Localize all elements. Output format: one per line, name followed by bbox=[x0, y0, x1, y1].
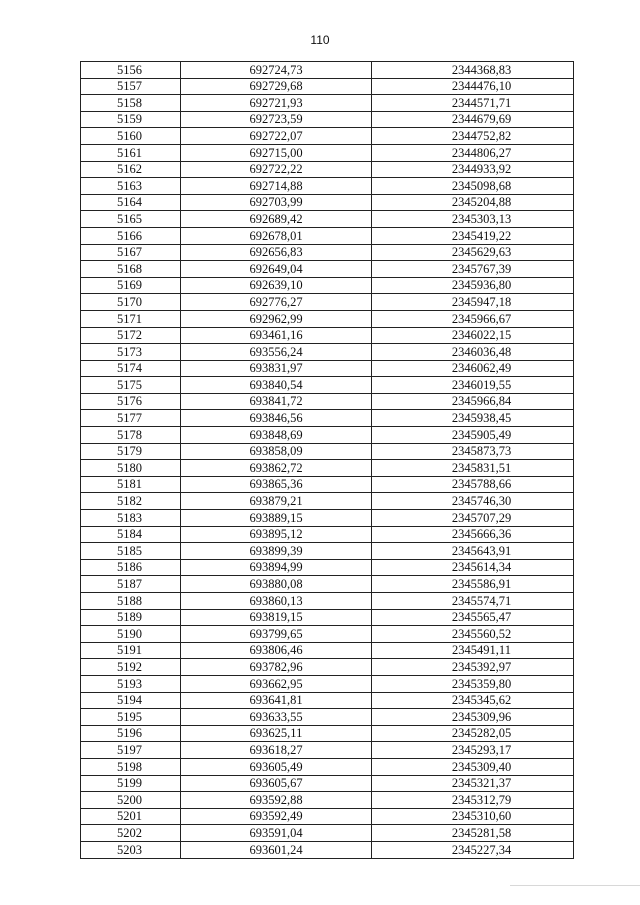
x-coordinate-cell: 693819,15 bbox=[181, 609, 372, 626]
point-number-cell: 5164 bbox=[81, 194, 181, 211]
x-coordinate-cell: 693865,36 bbox=[181, 476, 372, 493]
point-number-cell: 5196 bbox=[81, 725, 181, 742]
x-coordinate-cell: 693879,21 bbox=[181, 493, 372, 510]
x-coordinate-cell: 693799,65 bbox=[181, 626, 372, 643]
point-number-cell: 5185 bbox=[81, 543, 181, 560]
table-row bbox=[81, 742, 574, 759]
y-coordinate-cell: 2345303,13 bbox=[372, 211, 574, 228]
y-coordinate-cell: 2345565,47 bbox=[372, 609, 574, 626]
point-number-cell: 5192 bbox=[81, 659, 181, 676]
point-number-cell: 5169 bbox=[81, 277, 181, 294]
table-row bbox=[81, 161, 574, 178]
table-row bbox=[81, 841, 574, 858]
y-coordinate-cell: 2345310,60 bbox=[372, 808, 574, 825]
table-row bbox=[81, 725, 574, 742]
table-row bbox=[81, 78, 574, 95]
x-coordinate-cell: 692678,01 bbox=[181, 227, 372, 244]
point-number-cell: 5186 bbox=[81, 559, 181, 576]
table-row bbox=[81, 62, 574, 79]
y-coordinate-cell: 2345312,79 bbox=[372, 792, 574, 809]
table-row bbox=[81, 493, 574, 510]
point-number-cell: 5174 bbox=[81, 360, 181, 377]
table-row bbox=[81, 659, 574, 676]
y-coordinate-cell: 2344571,71 bbox=[372, 95, 574, 112]
y-coordinate-cell: 2345586,91 bbox=[372, 576, 574, 593]
table-row bbox=[81, 443, 574, 460]
y-coordinate-cell: 2345419,22 bbox=[372, 227, 574, 244]
x-coordinate-cell: 692722,22 bbox=[181, 161, 372, 178]
x-coordinate-cell: 692649,04 bbox=[181, 261, 372, 278]
y-coordinate-cell: 2345947,18 bbox=[372, 294, 574, 311]
coordinates-table-body bbox=[81, 62, 574, 859]
point-number-cell: 5176 bbox=[81, 393, 181, 410]
x-coordinate-cell: 693831,97 bbox=[181, 360, 372, 377]
x-coordinate-cell: 693605,67 bbox=[181, 775, 372, 792]
point-number-cell: 5194 bbox=[81, 692, 181, 709]
coordinates-table bbox=[80, 61, 574, 859]
y-coordinate-cell: 2345746,30 bbox=[372, 493, 574, 510]
point-number-cell: 5157 bbox=[81, 78, 181, 95]
table-row bbox=[81, 825, 574, 842]
x-coordinate-cell: 693592,88 bbox=[181, 792, 372, 809]
y-coordinate-cell: 2345938,45 bbox=[372, 410, 574, 427]
table-row bbox=[81, 510, 574, 527]
table-row bbox=[81, 377, 574, 394]
point-number-cell: 5162 bbox=[81, 161, 181, 178]
y-coordinate-cell: 2344933,92 bbox=[372, 161, 574, 178]
x-coordinate-cell: 692962,99 bbox=[181, 310, 372, 327]
x-coordinate-cell: 692714,88 bbox=[181, 178, 372, 195]
x-coordinate-cell: 692656,83 bbox=[181, 244, 372, 261]
point-number-cell: 5199 bbox=[81, 775, 181, 792]
y-coordinate-cell: 2345666,36 bbox=[372, 526, 574, 543]
y-coordinate-cell: 2346022,15 bbox=[372, 327, 574, 344]
table-row bbox=[81, 294, 574, 311]
x-coordinate-cell: 692715,00 bbox=[181, 144, 372, 161]
table-row bbox=[81, 559, 574, 576]
table-row bbox=[81, 775, 574, 792]
y-coordinate-cell: 2345574,71 bbox=[372, 593, 574, 610]
point-number-cell: 5193 bbox=[81, 675, 181, 692]
table-row bbox=[81, 360, 574, 377]
table-row bbox=[81, 144, 574, 161]
y-coordinate-cell: 2345614,34 bbox=[372, 559, 574, 576]
point-number-cell: 5202 bbox=[81, 825, 181, 842]
point-number-cell: 5197 bbox=[81, 742, 181, 759]
table-row bbox=[81, 758, 574, 775]
table-row bbox=[81, 808, 574, 825]
x-coordinate-cell: 693556,24 bbox=[181, 344, 372, 361]
x-coordinate-cell: 693618,27 bbox=[181, 742, 372, 759]
point-number-cell: 5173 bbox=[81, 344, 181, 361]
point-number-cell: 5198 bbox=[81, 758, 181, 775]
x-coordinate-cell: 692639,10 bbox=[181, 277, 372, 294]
table-row bbox=[81, 576, 574, 593]
x-coordinate-cell: 693662,95 bbox=[181, 675, 372, 692]
y-coordinate-cell: 2345831,51 bbox=[372, 460, 574, 477]
x-coordinate-cell: 693848,69 bbox=[181, 427, 372, 444]
y-coordinate-cell: 2345905,49 bbox=[372, 427, 574, 444]
x-coordinate-cell: 692703,99 bbox=[181, 194, 372, 211]
x-coordinate-cell: 692722,07 bbox=[181, 128, 372, 145]
point-number-cell: 5184 bbox=[81, 526, 181, 543]
y-coordinate-cell: 2345282,05 bbox=[372, 725, 574, 742]
y-coordinate-cell: 2345204,88 bbox=[372, 194, 574, 211]
x-coordinate-cell: 693461,16 bbox=[181, 327, 372, 344]
point-number-cell: 5175 bbox=[81, 377, 181, 394]
x-coordinate-cell: 692724,73 bbox=[181, 62, 372, 79]
y-coordinate-cell: 2346062,49 bbox=[372, 360, 574, 377]
table-row bbox=[81, 626, 574, 643]
point-number-cell: 5203 bbox=[81, 841, 181, 858]
y-coordinate-cell: 2344806,27 bbox=[372, 144, 574, 161]
y-coordinate-cell: 2345707,29 bbox=[372, 510, 574, 527]
table-row bbox=[81, 327, 574, 344]
y-coordinate-cell: 2345873,73 bbox=[372, 443, 574, 460]
scan-edge-line bbox=[510, 885, 640, 886]
table-row bbox=[81, 642, 574, 659]
y-coordinate-cell: 2345098,68 bbox=[372, 178, 574, 195]
table-row bbox=[81, 178, 574, 195]
x-coordinate-cell: 693806,46 bbox=[181, 642, 372, 659]
point-number-cell: 5158 bbox=[81, 95, 181, 112]
point-number-cell: 5187 bbox=[81, 576, 181, 593]
x-coordinate-cell: 693880,08 bbox=[181, 576, 372, 593]
x-coordinate-cell: 692729,68 bbox=[181, 78, 372, 95]
table-row bbox=[81, 427, 574, 444]
x-coordinate-cell: 693860,13 bbox=[181, 593, 372, 610]
x-coordinate-cell: 693605,49 bbox=[181, 758, 372, 775]
point-number-cell: 5181 bbox=[81, 476, 181, 493]
table-row bbox=[81, 593, 574, 610]
table-row bbox=[81, 128, 574, 145]
point-number-cell: 5172 bbox=[81, 327, 181, 344]
point-number-cell: 5190 bbox=[81, 626, 181, 643]
point-number-cell: 5168 bbox=[81, 261, 181, 278]
table-row bbox=[81, 194, 574, 211]
y-coordinate-cell: 2345321,37 bbox=[372, 775, 574, 792]
y-coordinate-cell: 2345788,66 bbox=[372, 476, 574, 493]
y-coordinate-cell: 2345281,58 bbox=[372, 825, 574, 842]
x-coordinate-cell: 693841,72 bbox=[181, 393, 372, 410]
x-coordinate-cell: 693846,56 bbox=[181, 410, 372, 427]
y-coordinate-cell: 2346019,55 bbox=[372, 377, 574, 394]
x-coordinate-cell: 693862,72 bbox=[181, 460, 372, 477]
point-number-cell: 5161 bbox=[81, 144, 181, 161]
table-row bbox=[81, 344, 574, 361]
page-number: 110 bbox=[310, 33, 330, 47]
x-coordinate-cell: 692721,93 bbox=[181, 95, 372, 112]
table-row bbox=[81, 393, 574, 410]
table-row bbox=[81, 792, 574, 809]
y-coordinate-cell: 2345309,40 bbox=[372, 758, 574, 775]
table-row bbox=[81, 111, 574, 128]
point-number-cell: 5156 bbox=[81, 62, 181, 79]
point-number-cell: 5163 bbox=[81, 178, 181, 195]
y-coordinate-cell: 2344679,69 bbox=[372, 111, 574, 128]
y-coordinate-cell: 2344368,83 bbox=[372, 62, 574, 79]
table-row bbox=[81, 460, 574, 477]
y-coordinate-cell: 2345345,62 bbox=[372, 692, 574, 709]
table-row bbox=[81, 526, 574, 543]
x-coordinate-cell: 693601,24 bbox=[181, 841, 372, 858]
y-coordinate-cell: 2345359,80 bbox=[372, 675, 574, 692]
point-number-cell: 5159 bbox=[81, 111, 181, 128]
table-row bbox=[81, 95, 574, 112]
y-coordinate-cell: 2345309,96 bbox=[372, 709, 574, 726]
x-coordinate-cell: 693641,81 bbox=[181, 692, 372, 709]
y-coordinate-cell: 2345560,52 bbox=[372, 626, 574, 643]
y-coordinate-cell: 2345767,39 bbox=[372, 261, 574, 278]
table-row bbox=[81, 261, 574, 278]
point-number-cell: 5171 bbox=[81, 310, 181, 327]
point-number-cell: 5188 bbox=[81, 593, 181, 610]
point-number-cell: 5167 bbox=[81, 244, 181, 261]
x-coordinate-cell: 693625,11 bbox=[181, 725, 372, 742]
table-row bbox=[81, 675, 574, 692]
x-coordinate-cell: 693889,15 bbox=[181, 510, 372, 527]
x-coordinate-cell: 692776,27 bbox=[181, 294, 372, 311]
table-row bbox=[81, 244, 574, 261]
point-number-cell: 5166 bbox=[81, 227, 181, 244]
point-number-cell: 5200 bbox=[81, 792, 181, 809]
point-number-cell: 5160 bbox=[81, 128, 181, 145]
point-number-cell: 5170 bbox=[81, 294, 181, 311]
x-coordinate-cell: 692689,42 bbox=[181, 211, 372, 228]
x-coordinate-cell: 693592,49 bbox=[181, 808, 372, 825]
x-coordinate-cell: 693894,99 bbox=[181, 559, 372, 576]
table-row bbox=[81, 692, 574, 709]
point-number-cell: 5191 bbox=[81, 642, 181, 659]
table-row bbox=[81, 609, 574, 626]
point-number-cell: 5201 bbox=[81, 808, 181, 825]
x-coordinate-cell: 693899,39 bbox=[181, 543, 372, 560]
point-number-cell: 5183 bbox=[81, 510, 181, 527]
x-coordinate-cell: 693633,55 bbox=[181, 709, 372, 726]
point-number-cell: 5182 bbox=[81, 493, 181, 510]
table-row bbox=[81, 476, 574, 493]
y-coordinate-cell: 2345491,11 bbox=[372, 642, 574, 659]
point-number-cell: 5189 bbox=[81, 609, 181, 626]
x-coordinate-cell: 693895,12 bbox=[181, 526, 372, 543]
y-coordinate-cell: 2345966,84 bbox=[372, 393, 574, 410]
table-row bbox=[81, 310, 574, 327]
point-number-cell: 5165 bbox=[81, 211, 181, 228]
point-number-cell: 5180 bbox=[81, 460, 181, 477]
y-coordinate-cell: 2345227,34 bbox=[372, 841, 574, 858]
point-number-cell: 5178 bbox=[81, 427, 181, 444]
table-row bbox=[81, 277, 574, 294]
y-coordinate-cell: 2345936,80 bbox=[372, 277, 574, 294]
table-row bbox=[81, 410, 574, 427]
y-coordinate-cell: 2345643,91 bbox=[372, 543, 574, 560]
table-row bbox=[81, 709, 574, 726]
y-coordinate-cell: 2346036,48 bbox=[372, 344, 574, 361]
point-number-cell: 5195 bbox=[81, 709, 181, 726]
x-coordinate-cell: 693782,96 bbox=[181, 659, 372, 676]
y-coordinate-cell: 2344476,10 bbox=[372, 78, 574, 95]
x-coordinate-cell: 693591,04 bbox=[181, 825, 372, 842]
x-coordinate-cell: 693840,54 bbox=[181, 377, 372, 394]
table-row bbox=[81, 543, 574, 560]
y-coordinate-cell: 2345293,17 bbox=[372, 742, 574, 759]
y-coordinate-cell: 2345629,63 bbox=[372, 244, 574, 261]
point-number-cell: 5179 bbox=[81, 443, 181, 460]
y-coordinate-cell: 2344752,82 bbox=[372, 128, 574, 145]
table-row bbox=[81, 227, 574, 244]
y-coordinate-cell: 2345392,97 bbox=[372, 659, 574, 676]
y-coordinate-cell: 2345966,67 bbox=[372, 310, 574, 327]
x-coordinate-cell: 693858,09 bbox=[181, 443, 372, 460]
table-row bbox=[81, 211, 574, 228]
point-number-cell: 5177 bbox=[81, 410, 181, 427]
x-coordinate-cell: 692723,59 bbox=[181, 111, 372, 128]
